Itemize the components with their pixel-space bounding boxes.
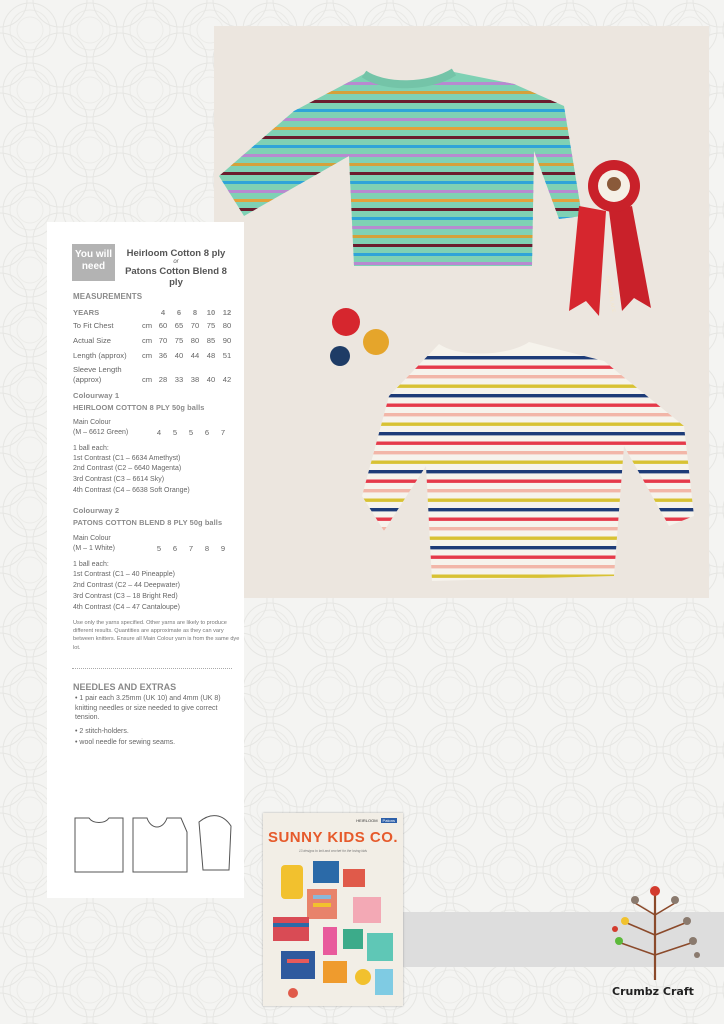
you-will-need-badge: You will need — [72, 244, 115, 281]
award-ribbon-icon — [569, 160, 651, 316]
contrast-item: 1st Contrast (C1 – 40 Pineapple) — [73, 571, 175, 578]
needles-item: • wool needle for sewing seams. — [75, 739, 176, 746]
needles-item: • 1 pair each 3.25mm (UK 10) and 4mm (UK 8) knitting needles or size needed to give correct tension. — [75, 695, 221, 721]
red-yarn-ball — [332, 308, 360, 336]
years-label: YEARS — [73, 308, 100, 317]
measurement-row-label: Actual Size — [73, 336, 111, 345]
cover-illustration — [263, 857, 403, 1006]
colourway1-main-values: 4 5 5 6 7 — [156, 428, 226, 437]
measurement-row-values: 36 40 44 48 51 — [158, 351, 232, 360]
cover-title: SUNNY KIDS CO. — [267, 829, 399, 846]
needles-heading: NEEDLES AND EXTRAS — [73, 682, 177, 692]
pattern-info-panel: You will need Heirloom Cotton 8 ply or Patons Cotton Blend 8 ply MEASUREMENTS YEARS 4 6 8 10 12 To Fit Chest cm 60 65 70 75 80 Actual Size cm 70 75 80 85 90 Length (approx) cm 36 40 44 48 51 Sleeve Length (approx) cm 28 33 38 40 42 Colourway 1 HEIRLOOM COTTON 8 PLY 50g balls Main Colour (M – 6612 Green) 4 5 5 6 7 1 ball each: 1st Contrast (C1 – 6634 Amethyst) 2nd Contrast (C2 – 6640 Magenta) 3rd Contrast (C3 – 6614 Sky) 4th Contrast (C4 – 6638 Soft Orange) Colourway 2 PATONS COTTON BLEND 8 PLY 50g balls Main Colour (M – 1 White) 5 6 7 8 9 1 ball each: 1st Contrast (C1 – 40 Pineapple) 2nd Contrast (C2 – 44 Deepwater) 3rd Contrast (C3 – 18 Bright Red) 4th Contrast (C4 – 47 Cantaloupe) Use only the yarns specified. Other yarns are likely to produce different results. Quantities are approximate as they can vary between knitters. Ensure all Main Colour yarn is from the same dye lot. NEEDLES AND EXTRAS • 1 pair each 3.25mm (UK 10) and 4mm (UK 8) knitting needles or size needed to give correct tension. • 2 stitch-holders. • wool needle for sewing seams. — [47, 222, 244, 898]
colourway1-yarn: HEIRLOOM COTTON 8 PLY 50g balls — [73, 403, 205, 412]
yellow-yarn-ball — [363, 329, 389, 355]
colourway2-yarn: PATONS COTTON BLEND 8 PLY 50g balls — [73, 518, 223, 527]
contrast-item: 2nd Contrast (C2 – 44 Deepwater) — [73, 582, 180, 589]
yarn-note: Use only the yarns specified. Other yarns are likely to produce different results. Quantities are approximate as they can vary between knitters. Ensure all Main Colour yarn is from the same dye lot. — [73, 620, 240, 651]
garment-schematic — [71, 810, 241, 880]
measurement-row-label: To Fit Chest — [73, 321, 114, 330]
contrast-item: 1st Contrast (C1 – 6634 Amethyst) — [73, 455, 181, 462]
measurements-heading: MEASUREMENTS — [73, 292, 143, 301]
svg-text:SECOND PLACE: SECOND PLACE — [604, 275, 616, 313]
measurement-row-label: Length (approx) — [73, 351, 127, 360]
years-values: 4 6 8 10 12 — [160, 308, 232, 317]
measurement-row-values: 70 75 80 85 90 — [158, 336, 232, 345]
contrast-item: 3rd Contrast (C3 – 6614 Sky) — [73, 476, 165, 483]
cover-subtitle: 13 designs to knit and crochet for the loving kids — [298, 849, 368, 853]
crumbz-craft-tree-logo — [605, 885, 705, 985]
needles-item: • 2 stitch-holders. — [75, 728, 129, 735]
colourway1-heading: Colourway 1 — [73, 391, 120, 400]
measurement-row-values: 60 65 70 75 80 — [158, 321, 232, 330]
sweater-photo — [214, 26, 709, 598]
contrast-item: 3rd Contrast (C3 – 18 Bright Red) — [73, 593, 178, 600]
navy-yarn-ball — [330, 346, 350, 366]
measurement-row-label: Sleeve Length — [73, 365, 122, 374]
contrast-item: 4th Contrast (C4 – 47 Cantaloupe) — [73, 604, 181, 611]
divider — [72, 668, 232, 669]
contrast-item: 2nd Contrast (C2 – 6640 Magenta) — [73, 465, 182, 472]
yarn-options: Heirloom Cotton 8 ply or Patons Cotton Blend 8 ply — [125, 248, 227, 288]
colourway2-heading: Colourway 2 — [73, 506, 120, 515]
contrast-item: 4th Contrast (C4 – 6638 Soft Orange) — [73, 487, 190, 494]
measurement-row-values: 28 33 38 40 42 — [158, 375, 232, 384]
green-sweater — [214, 66, 594, 276]
crumbz-craft-logo-text: Crumbz Craft — [612, 985, 694, 998]
book-cover[interactable]: HEIRLOOM Patons SUNNY KIDS CO. 13 designs to knit and crochet for the loving kids — [263, 813, 403, 1006]
white-sweater — [354, 326, 704, 596]
colourway2-main-values: 5 6 7 8 9 — [156, 544, 226, 553]
